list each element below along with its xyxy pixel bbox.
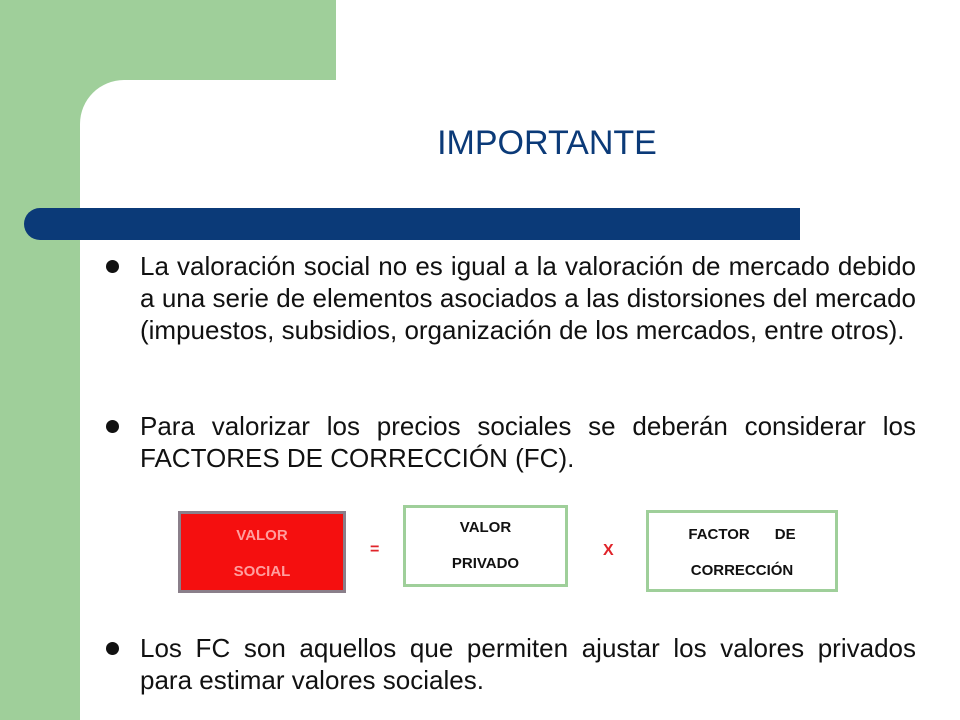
- valor-social-line2: SOCIAL: [233, 563, 291, 580]
- valor-social-box: [178, 511, 346, 593]
- factor-line2: CORRECCIÓN: [690, 562, 794, 579]
- factor-line1: FACTOR DE: [688, 526, 796, 543]
- bullet-text-2: Para valorizar los precios sociales se deberán considerar los FACTORES DE CORRECCIÓN (FC).: [140, 411, 916, 473]
- bullet-text-1: La valoración social no es igual a la valoración de mercado debido a una serie de elementos asociados a las distorsiones del mercado (impuestos, subsidios, organización de los mercados, entre otros).: [140, 251, 916, 345]
- bullet-dot-icon: [106, 420, 119, 433]
- green-left-strip: [0, 0, 80, 720]
- equals-sign: =: [370, 541, 380, 558]
- factor-correccion-box: [646, 510, 838, 592]
- bullet-text-3: Los FC son aquellos que permiten ajustar los valores privados para estimar valores sociales.: [140, 633, 916, 695]
- slide-title: IMPORTANTE: [437, 124, 657, 162]
- valor-privado-line1: VALOR: [459, 519, 512, 536]
- valor-privado-line2: PRIVADO: [451, 555, 520, 572]
- bullet-item-2: [104, 410, 916, 474]
- bullet-item-3: [104, 632, 916, 696]
- title-underline-bar: [24, 208, 800, 240]
- content-panel: [80, 80, 960, 720]
- multiply-sign: X: [603, 542, 614, 559]
- valor-privado-box: [403, 505, 568, 587]
- bullet-dot-icon: [106, 642, 119, 655]
- valor-social-line1: VALOR: [236, 527, 288, 544]
- bullet-dot-icon: [106, 260, 119, 273]
- bullet-item-1: [104, 250, 916, 346]
